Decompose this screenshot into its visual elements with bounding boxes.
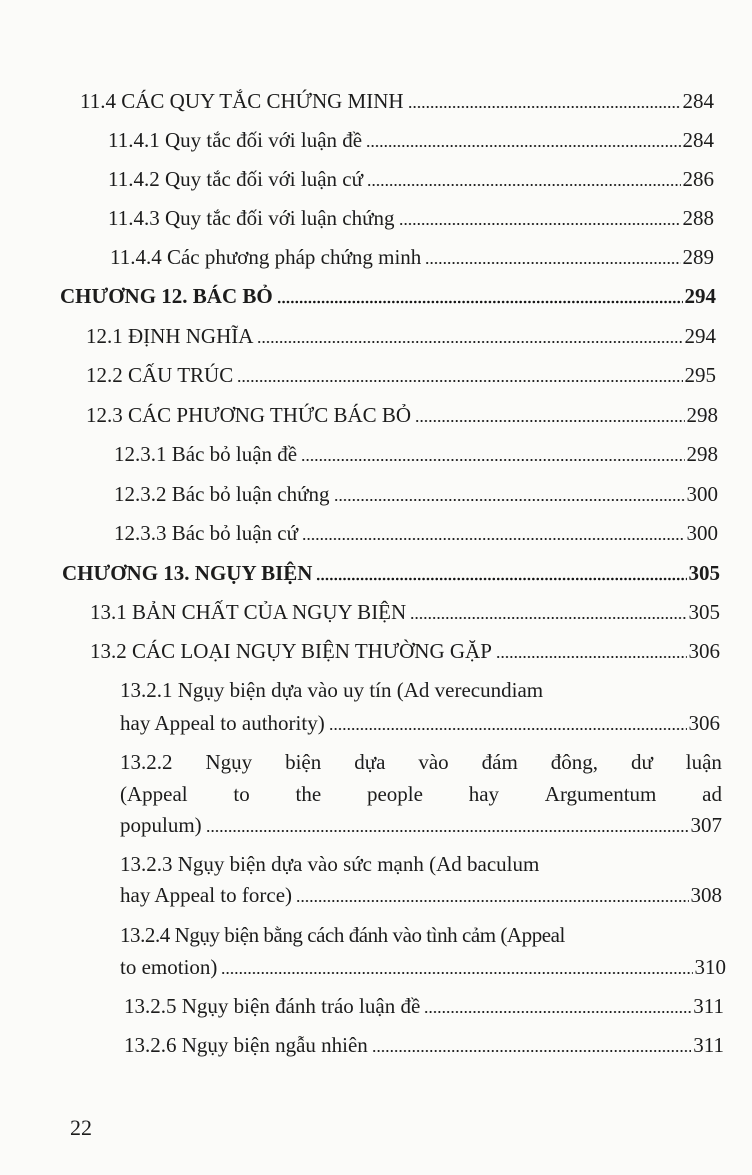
toc-page-number: 298	[686, 403, 718, 427]
toc-entry-title: 11.4.1 Quy tắc đối với luận đề	[108, 128, 363, 152]
toc-entry-13-1[interactable]	[90, 599, 720, 625]
toc-page-number: 284	[682, 128, 714, 152]
toc-chapter-title: CHƯƠNG 13. NGỤY BIỆN	[62, 561, 313, 585]
toc-entry-title: 11.4 CÁC QUY TẮC CHỨNG MINH	[80, 89, 404, 113]
leader-dots	[296, 899, 688, 903]
toc-page-number: 307	[690, 813, 722, 837]
toc-page-number: 298	[686, 442, 718, 466]
toc-entry-13-2-3[interactable]	[120, 882, 722, 908]
toc-entry-13-2-1-line1[interactable]: 13.2.1 Ngụy biện dựa vào uy tín (Ad verecundiam	[120, 678, 544, 702]
word: people	[366, 782, 423, 806]
leader-dots	[237, 379, 682, 383]
leader-dots	[424, 1010, 691, 1014]
toc-page-number: 294	[684, 324, 716, 348]
word: (Appeal	[120, 782, 188, 806]
toc-page-number: 284	[682, 89, 714, 113]
leader-dots	[496, 655, 687, 659]
toc-chapter-12[interactable]	[60, 283, 716, 309]
word: vào	[418, 750, 449, 774]
toc-chapter-title: CHƯƠNG 12. BÁC BỎ	[60, 284, 273, 308]
toc-entry-13-2-1[interactable]	[120, 710, 720, 736]
toc-page-number: 306	[688, 711, 720, 735]
word: hay	[468, 782, 500, 806]
toc-page-number: 311	[693, 1033, 724, 1057]
word: dư	[630, 750, 653, 774]
toc-page-number: 306	[688, 639, 720, 663]
toc-entry-13-2-3-line1[interactable]: 13.2.3 Ngụy biện dựa vào sức mạnh (Ad baculum	[120, 852, 540, 876]
word: dựa	[354, 750, 386, 774]
leader-dots	[367, 183, 681, 187]
leader-dots	[399, 222, 681, 226]
toc-entry-title: 13.1 BẢN CHẤT CỦA NGỤY BIỆN	[90, 600, 407, 624]
toc-entry-11-4[interactable]	[80, 88, 714, 114]
toc-entry-title-continued: hay Appeal to authority)	[120, 711, 325, 735]
toc-page-number: 305	[688, 561, 720, 585]
word: to	[233, 782, 250, 806]
toc-entry-title-continued: populum)	[120, 813, 202, 837]
toc-page-number: 300	[686, 482, 718, 506]
toc-entry-title: 12.3.2 Bác bỏ luận chứng	[114, 482, 330, 506]
toc-entry-title-continued: to emotion)	[120, 955, 218, 979]
toc-page-number: 294	[684, 284, 716, 308]
toc-entry-title: 13.2.5 Ngụy biện đánh tráo luận đề	[124, 994, 421, 1018]
word: Ngụy	[205, 750, 253, 774]
toc-page-number: 286	[682, 167, 714, 191]
toc-entry-13-2-2[interactable]	[120, 812, 722, 838]
toc-page-number: 310	[694, 955, 726, 979]
toc-page-number: 300	[686, 521, 718, 545]
leader-dots	[257, 340, 682, 344]
toc-entry-title: 12.3.3 Bác bỏ luận cứ	[114, 521, 299, 545]
leader-dots	[301, 458, 684, 462]
page-number-footer: 22	[70, 1115, 92, 1140]
toc-entry-11-4-1[interactable]	[108, 127, 714, 153]
leader-dots	[316, 577, 686, 581]
toc-entry-12-3-2[interactable]	[114, 481, 718, 507]
leader-dots	[408, 105, 681, 109]
leader-dots	[410, 616, 686, 620]
toc-entry-11-4-2[interactable]	[108, 166, 714, 192]
toc-entry-11-4-4[interactable]	[110, 244, 714, 270]
toc-page-number: 308	[690, 883, 722, 907]
word: the	[295, 782, 322, 806]
toc-entry-13-2-4-line1[interactable]: 13.2.4 Ngụy biện bằng cách đánh vào tình cảm (Appeal	[120, 923, 565, 947]
toc-entry-12-3-3[interactable]	[114, 520, 718, 546]
toc-entry-title: 12.1 ĐỊNH NGHĨA	[86, 324, 254, 348]
leader-dots	[221, 971, 692, 975]
word: đông,	[550, 750, 598, 774]
leader-dots	[425, 261, 680, 265]
toc-entry-title: 11.4.4 Các phương pháp chứng minh	[110, 245, 422, 269]
word: Argumentum	[544, 782, 657, 806]
toc-entry-title: 13.2.6 Ngụy biện ngẫu nhiên	[124, 1033, 368, 1057]
toc-entry-title-continued: hay Appeal to force)	[120, 883, 293, 907]
toc-entry-13-2-6[interactable]	[124, 1032, 724, 1058]
toc-entry-12-3-1[interactable]	[114, 441, 718, 467]
toc-entry-13-2-2-line2[interactable]	[120, 781, 722, 807]
leader-dots	[206, 829, 689, 833]
toc-entry-title: 11.4.2 Quy tắc đối với luận cứ	[108, 167, 363, 191]
toc-entry-title: 12.2 CẤU TRÚC	[86, 363, 234, 387]
toc-entry-title: 11.4.3 Quy tắc đối với luận chứng	[108, 206, 395, 230]
toc-entry-title: 13.2 CÁC LOẠI NGỤY BIỆN THƯỜNG GẶP	[90, 639, 492, 663]
leader-dots	[366, 144, 680, 148]
word: ad	[702, 782, 722, 806]
toc-page-number: 288	[682, 206, 714, 230]
toc-entry-13-2-2-line1[interactable]	[120, 749, 722, 775]
leader-dots	[334, 498, 685, 502]
toc-entry-title: 12.3.1 Bác bỏ luận đề	[114, 442, 298, 466]
word: 13.2.2	[120, 750, 173, 774]
toc-entry-13-2-5[interactable]	[124, 993, 724, 1019]
word: đám	[481, 750, 518, 774]
leader-dots	[372, 1049, 691, 1053]
toc-page-number: 305	[688, 600, 720, 624]
toc-page-number: 289	[682, 245, 714, 269]
word: luận	[685, 750, 722, 774]
toc-page-number: 295	[684, 363, 716, 387]
leader-dots	[415, 419, 684, 423]
toc-entry-13-2-4[interactable]	[120, 954, 726, 980]
leader-dots	[329, 727, 687, 731]
toc-entry-title: 12.3 CÁC PHƯƠNG THỨC BÁC BỎ	[86, 403, 412, 427]
toc-page-number: 311	[693, 994, 724, 1018]
toc-entry-12-3[interactable]	[86, 402, 718, 428]
toc-entry-12-2[interactable]	[86, 362, 716, 388]
toc-chapter-13[interactable]	[62, 560, 720, 586]
word: biện	[285, 750, 322, 774]
leader-dots	[302, 537, 684, 541]
leader-dots	[277, 300, 683, 304]
toc-entry-12-1[interactable]	[86, 323, 716, 349]
toc-entry-13-2[interactable]	[90, 638, 720, 664]
toc-entry-11-4-3[interactable]	[108, 205, 714, 231]
